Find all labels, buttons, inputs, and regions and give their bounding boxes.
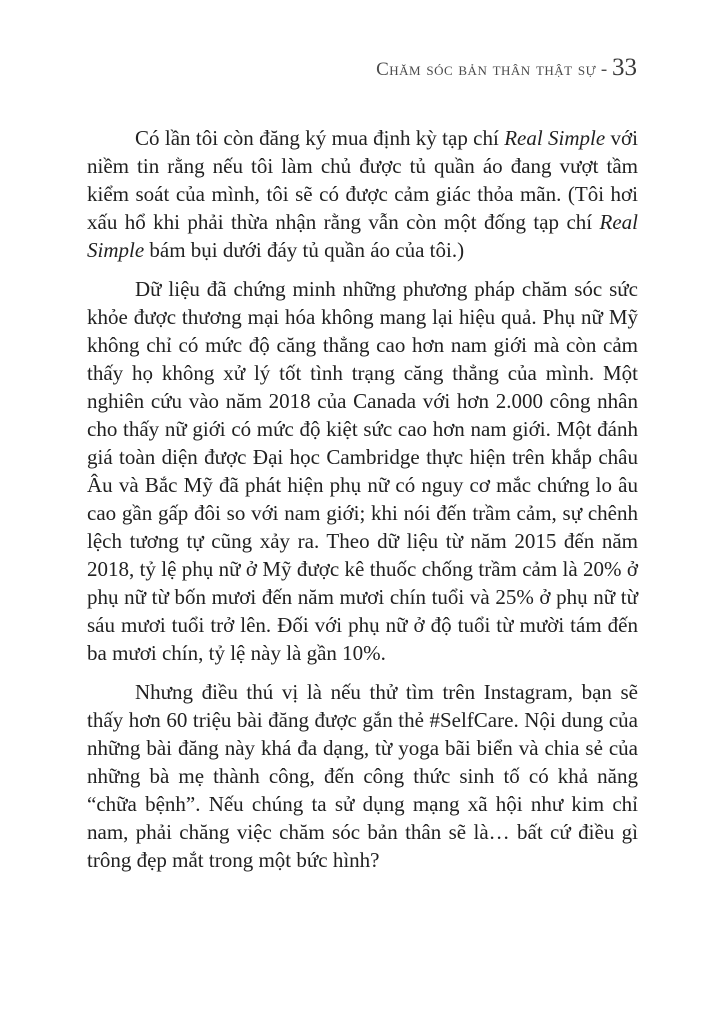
page-number: 33 — [612, 54, 637, 81]
magazine-title-italic: Real Simple — [504, 126, 606, 150]
paragraph-3: Nhưng điều thú vị là nếu thử tìm trên Instagram, bạn sẽ thấy hơn 60 triệu bài đăng được gắn thẻ #SelfCare. Nội dung của những bài đăng này khá đa dạng, từ yoga bãi biển và chia sẻ của những bà mẹ thành công, đến công thức sinh tố có khả năng “chữa bệnh”. Nếu chúng ta sử dụng mạng xã hội như kim chỉ nam, phải chăng việc chăm sóc bản thân sẽ là… bất cứ điều gì trông đẹp mắt trong một bức hình? — [87, 680, 638, 872]
paragraph-1 — [87, 124, 638, 264]
running-header — [86, 54, 637, 82]
magazine-title-italic: Real Simple — [87, 210, 638, 262]
paragraph-1-text: với niềm tin rằng nếu tôi làm chủ được tủ quần áo đang vượt tầm kiểm soát của mình, tôi sẽ có được cảm giác thỏa mãn. (Tôi hơi xấu hổ khi phải thừa nhận rằng vẫn còn một đống tạp chí — [87, 126, 638, 234]
running-header-separator: - — [596, 59, 612, 80]
running-header-title: Chăm sóc bản thân thật sự — [376, 59, 597, 80]
paragraph-2: Dữ liệu đã chứng minh những phương pháp chăm sóc sức khỏe được thương mại hóa không mang lại hiệu quả. Phụ nữ Mỹ không chỉ có mức độ căng thẳng cao hơn nam giới mà còn cảm thấy họ không xử lý tốt tình trạng căng thẳng của mình. Một nghiên cứu vào năm 2018 của Canada với hơn 2.000 công nhân cho thấy nữ giới có mức độ kiệt sức cao hơn nam giới. Một đánh giá toàn diện được Đại học Cambridge thực hiện trên khắp châu Âu và Bắc Mỹ đã phát hiện phụ nữ có nguy cơ mắc chứng lo âu cao gần gấp đôi so với nam giới; khi nói đến trầm cảm, sự chênh lệch tương tự cũng xảy ra. Theo dữ liệu từ năm 2015 đến năm 2018, tỷ lệ phụ nữ ở Mỹ được kê thuốc chống trầm cảm là 20% ở phụ nữ từ bốn mươi đến năm mươi chín tuổi và 25% ở phụ nữ từ sáu mươi tuổi trở lên. Đối với phụ nữ ở độ tuổi từ mười tám đến ba mươi chín, tỷ lệ này là gần 10%. — [87, 277, 638, 665]
paragraph-1-text: bám bụi dưới đáy tủ quần áo của tôi.) — [144, 238, 465, 262]
page-body-text — [87, 124, 638, 874]
paragraph-1-text: Có lần tôi còn đăng ký mua định kỳ tạp chí — [135, 126, 505, 150]
